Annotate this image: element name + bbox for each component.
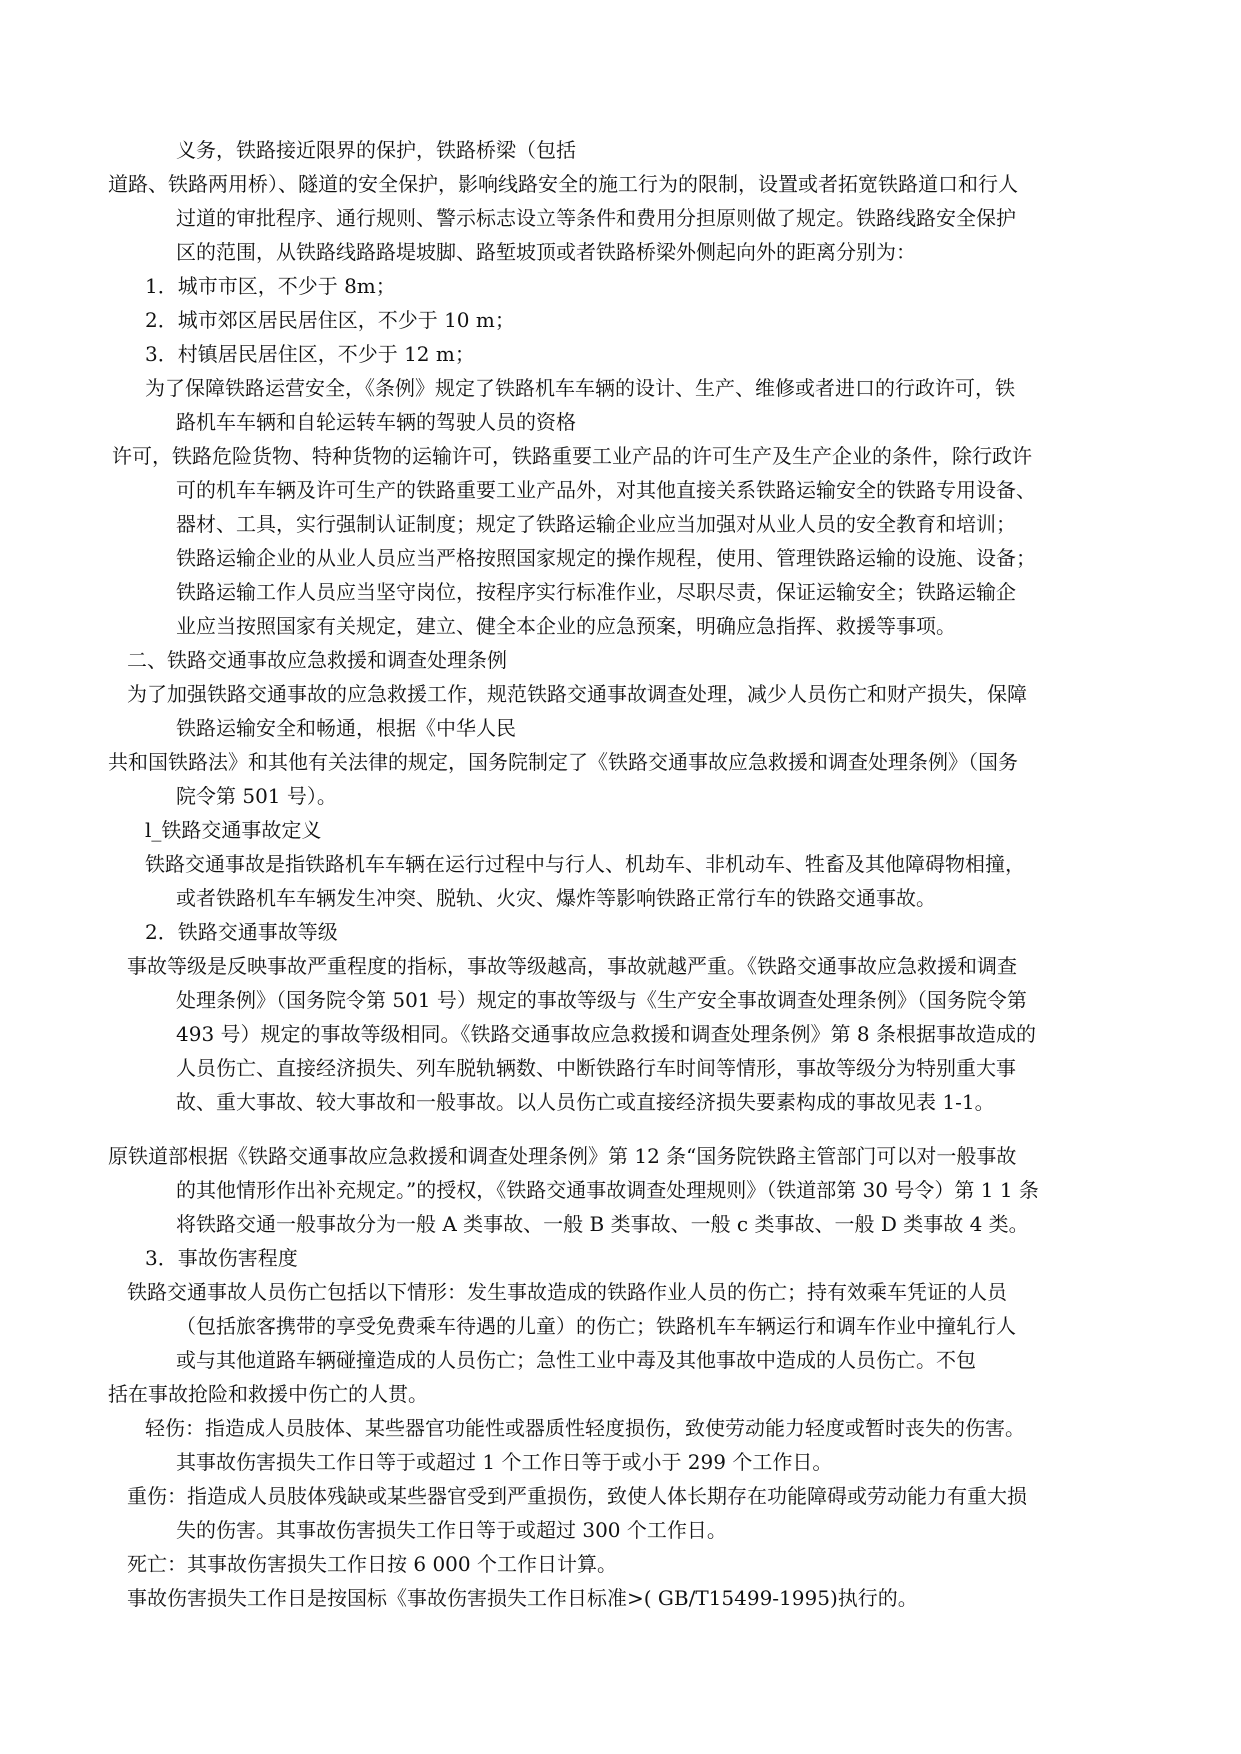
text-line: 过道的审批程序、通行规则、警示标志设立等条件和费用分担原则做了规定。铁路线路安全保护 (176, 206, 1016, 230)
text-line: 为了保障铁路运营安全，《条例》规定了铁路机车车辆的设计、生产、维修或者进口的行政许可，铁 (145, 376, 1015, 400)
text-line: 铁路交通事故人员伤亡包括以下情形：发生事故造成的铁路作业人员的伤亡；持有效乘车凭证的人员 (127, 1280, 1007, 1304)
text-line: 括在事故抢险和救援中伤亡的人贯。 (108, 1382, 428, 1406)
text-line: 器材、工具，实行强制认证制度；规定了铁路运输企业应当加强对从业人员的安全教育和培训； (176, 512, 1016, 536)
subheading: 2．铁路交通事故等级 (145, 920, 338, 944)
text-line: （包括旅客携带的享受免费乘车待遇的儿童）的伤亡；铁路机车车辆运行和调车作业中撞轧行人 (176, 1314, 1016, 1338)
text-line: 事故等级是反映事故严重程度的指标，事故等级越高，事故就越严重。《铁路交通事故应急救援和调查 (127, 954, 1017, 978)
text-line: 铁路交通事故是指铁路机车车辆在运行过程中与行人、机劫车、非机动车、牲畜及其他障碍物相撞， (145, 852, 1025, 876)
text-line: 区的范围，从铁路线路路堤坡脚、路堑坡顶或者铁路桥梁外侧起向外的距离分别为： (176, 240, 916, 264)
text-line: 道路、铁路两用桥）、隧道的安全保护，影响线路安全的施工行为的限制，设置或者拓宽铁路道口和行人 (108, 172, 1018, 196)
text-line: 许可，铁路危险货物、特种货物的运输许可，铁路重要工业产品的许可生产及生产企业的条件，除行政许 (112, 444, 1032, 468)
text-line: 人员伤亡、直接经济损失、列车脱轨辆数、中断铁路行车时间等情形，事故等级分为特别重大事 (176, 1056, 1016, 1080)
text-line: 铁路运输工作人员应当坚守岗位，按程序实行标准作业，尽职尽责，保证运输安全；铁路运输企 (176, 580, 1016, 604)
text-line: 其事故伤害损失工作日等于或超过 1 个工作日等于或小于 299 个工作日。 (176, 1450, 833, 1474)
subheading: 3．事故伤害程度 (145, 1246, 298, 1270)
text-line: 或与其他道路车辆碰撞造成的人员伤亡；急性工业中毒及其他事故中造成的人员伤亡。不包 (176, 1348, 976, 1372)
subheading: l_铁路交通事故定义 (145, 818, 322, 842)
text-line: 重伤：指造成人员肢体残缺或某些器官受到严重损伤，致使人体长期存在功能障碍或劳动能力有重大损 (127, 1484, 1027, 1508)
text-line: 493 号）规定的事故等级相同。《铁路交通事故应急救援和调查处理条例》第 8 条根据事故造成的 (176, 1022, 1036, 1046)
text-line: 原铁道部根据《铁路交通事故应急救援和调查处理条例》第 12 条“国务院铁路主管部门可以对一般事故 (108, 1144, 1017, 1168)
text-line: 2．城市郊区居民居住区，不少于 10 m； (145, 308, 515, 332)
text-line: 业应当按照国家有关规定，建立、健全本企业的应急预案，明确应急指挥、救援等事项。 (176, 614, 956, 638)
text-line: 处理条例》（国务院令第 501 号）规定的事故等级与《生产安全事故调查处理条例》（国务院令第 (176, 988, 1027, 1012)
text-line: 失的伤害。其事故伤害损失工作日等于或超过 300 个工作日。 (176, 1518, 727, 1542)
text-line: 铁路运输企业的从业人员应当严格按照国家规定的操作规程，使用、管理铁路运输的设施、设备； (176, 546, 1036, 570)
text-line: 为了加强铁路交通事故的应急救援工作，规范铁路交通事故调查处理，减少人员伤亡和财产损失，保障 (127, 682, 1027, 706)
text-line: 将铁路交通一般事故分为一般 A 类事故、一般 B 类事故、一般 c 类事故、一般 D 类事故 4 类。 (176, 1212, 1029, 1236)
text-line: 3．村镇居民居住区，不少于 12 m； (145, 342, 475, 366)
section-heading: 二、铁路交通事故应急救援和调查处理条例 (127, 648, 507, 672)
text-line: 院令第 501 号）。 (176, 784, 337, 808)
text-line: 事故伤害损失工作日是按国标《事故伤害损失工作日标准>( GB/T15499-1995)执行的。 (127, 1586, 918, 1610)
text-line: 或者铁路机车车辆发生冲突、脱轨、火灾、爆炸等影响铁路正常行车的铁路交通事故。 (176, 886, 936, 910)
text-line: 的其他情形作出补充规定。”的授权，《铁路交通事故调查处理规则》（铁道部第 30 号令）第 1 1 条 (176, 1178, 1039, 1202)
text-line: 死亡：其事故伤害损失工作日按 6 000 个工作日计算。 (127, 1552, 617, 1576)
text-line: 铁路运输安全和畅通，根据《中华人民 (176, 716, 516, 740)
text-line: 共和国铁路法》和其他有关法律的规定，国务院制定了《铁路交通事故应急救援和调查处理条例》（国务 (108, 750, 1018, 774)
text-line: 义务，铁路接近限界的保护，铁路桥梁（包括 (176, 138, 576, 162)
text-line: 故、重大事故、较大事故和一般事故。以人员伤亡或直接经济损失要素构成的事故见表 1-1。 (176, 1090, 995, 1114)
text-line: 路机车车辆和自轮运转车辆的驾驶人员的资格 (176, 410, 576, 434)
text-line: 1．城市市区，不少于 8m； (145, 274, 396, 298)
text-line: 可的机车车辆及许可生产的铁路重要工业产品外，对其他直接关系铁路运输安全的铁路专用设备、 (176, 478, 1036, 502)
text-line: 轻伤：指造成人员肢体、某些器官功能性或器质性轻度损伤，致使劳动能力轻度或暂时丧失的伤害。 (145, 1416, 1025, 1440)
